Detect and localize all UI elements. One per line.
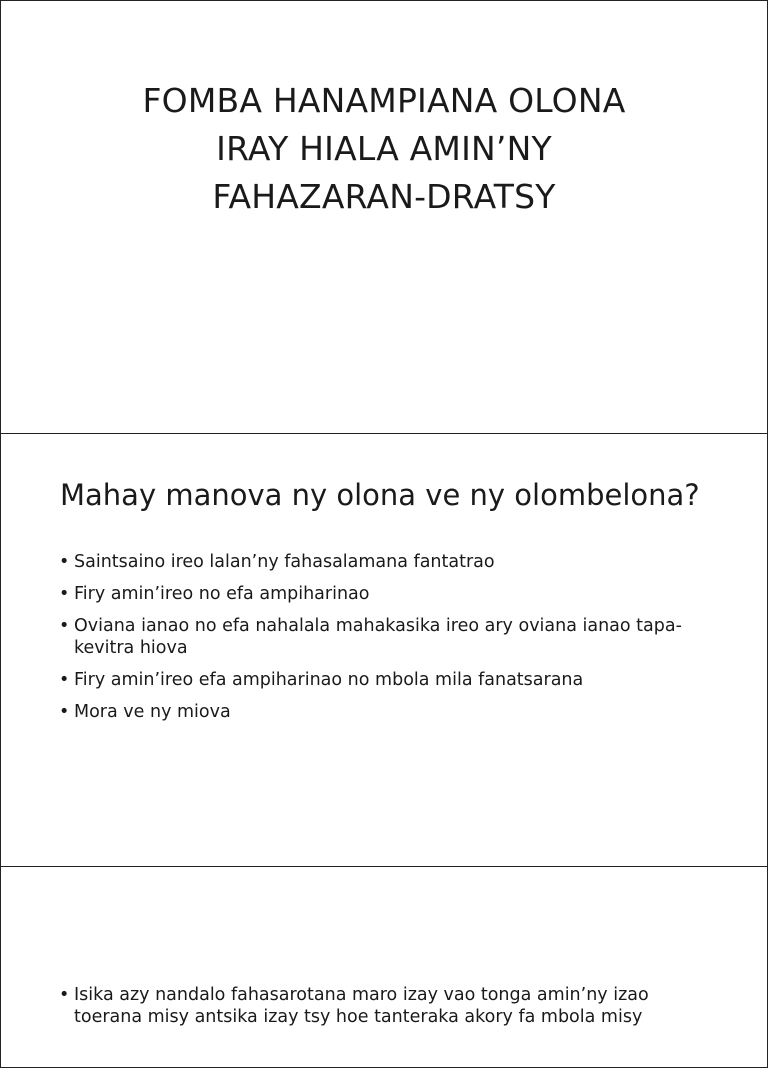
slide-3 [0,866,768,1068]
bullet-list [59,551,709,733]
bullet-item [59,984,699,1028]
bullet-icon: • [59,584,70,604]
title-line-3: FAHAZARAN-DRATSY [212,177,556,216]
bullet-item [59,583,709,605]
bullet-icon: • [59,670,70,690]
bullet-text: Saintsaino ireo lalan’ny fahasalamana fantatrao [74,552,495,572]
title-line-2: IRAY HIALA AMIN’NY [216,129,552,168]
bullet-text: Isika azy nandalo fahasarotana maro izay vao tonga amin’ny izao toerana misy antsika izay tsy hoe tanteraka akory fa mbola misy [74,985,649,1027]
title-line-1: FOMBA HANAMPIANA OLONA [142,81,626,120]
slide-2 [0,433,768,867]
bullet-text: Firy amin’ireo no efa ampiharinao [74,584,370,604]
bullet-text: Oviana ianao no efa nahalala mahakasika ireo ary oviana ianao tapa-kevitra hiova [74,616,682,658]
bullet-text: Mora ve ny miova [74,702,231,722]
slide-title [1,77,767,221]
bullet-icon: • [59,985,70,1005]
slide-1 [0,0,768,434]
bullet-item [59,701,709,723]
bullet-list [59,984,699,1038]
bullet-icon: • [59,552,70,572]
bullet-item [59,615,709,659]
slide-heading: Mahay manova ny olona ve ny olombelona? [60,478,700,512]
bullet-icon: • [59,702,70,722]
bullet-item [59,669,709,691]
bullet-item [59,551,709,573]
bullet-text: Firy amin’ireo efa ampiharinao no mbola mila fanatsarana [74,670,584,690]
bullet-icon: • [59,616,70,636]
